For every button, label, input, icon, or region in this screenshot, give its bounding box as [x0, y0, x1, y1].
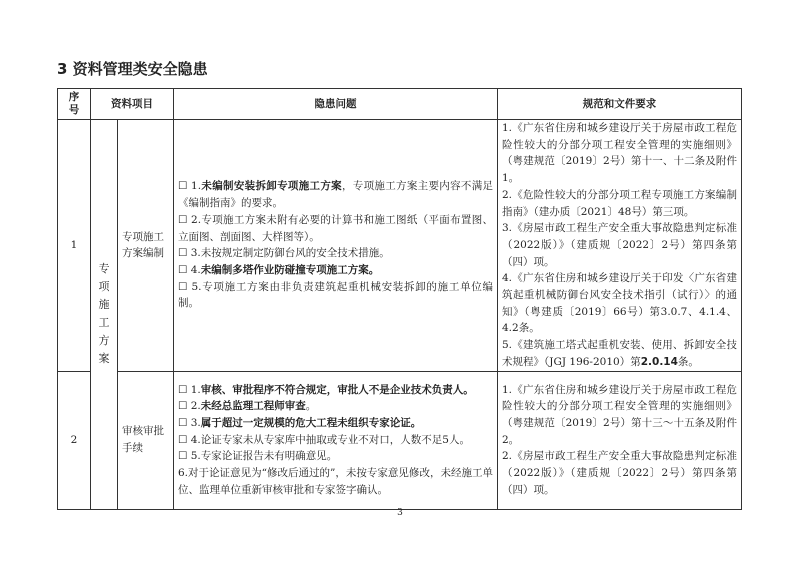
- issue-text: 专家论证报告未有明确意见。: [200, 450, 338, 463]
- issue-item: [178, 415, 493, 432]
- table-row: [58, 120, 742, 372]
- sub-item: 专项施工方案编制: [118, 120, 174, 372]
- issue-text: 。: [305, 400, 317, 413]
- header-ref: 规范和文件要求: [498, 89, 742, 120]
- issue-bold-text: 未经总监理工程师审查: [200, 400, 306, 413]
- reference-text: 2.《危险性较大的分部分项工程专项施工方案编制指南》（建办质〔2021〕48号）第三项。: [502, 188, 737, 218]
- row-number: 1: [58, 120, 91, 372]
- issue-bold-text: 属于超过一定规模的危大工程未组织专家论证。: [200, 416, 422, 429]
- reference-item: [502, 120, 737, 187]
- section-title: 3 资料管理类安全隐患: [57, 60, 208, 78]
- issue-checkbox-number: ☐ 5.: [178, 450, 201, 463]
- reference-text: 4.《广东省住房和城乡建设厅关于印发〈广东省建筑起重机械防御台风安全技术指引（试行）〉的通知》（粤建质〔2019〕66号）第3.0.7、4.1.4、4.2条。: [502, 272, 737, 335]
- issue-item: [178, 262, 493, 279]
- reference-item: [502, 448, 737, 498]
- issue-item: [178, 398, 493, 415]
- issue-item: [178, 279, 493, 312]
- table-header-row: [58, 89, 742, 120]
- header-no: 序号: [58, 89, 91, 120]
- issue-checkbox-number: ☐ 4.: [178, 433, 201, 446]
- reference-item: [502, 337, 737, 370]
- page-number: 3: [397, 508, 403, 518]
- issue-checkbox-number: ☐ 3.: [178, 416, 201, 429]
- issue-text: 未按规定制定防御台风的安全技术措施。: [200, 247, 390, 260]
- reference-text: 5.《建筑施工塔式起重机安装、使用、拆卸安全技术规程》（JGJ 196-2010）第: [502, 339, 737, 368]
- reference-item: [502, 187, 737, 220]
- reference-text: 3.《房屋市政工程生产安全重大事故隐患判定标准（2022版）》（建质规〔2022〕2号）第四条第（四）项。: [502, 222, 737, 268]
- issue-bold-text: 未编制多塔作业防碰撞专项施工方案。: [200, 263, 380, 276]
- issue-text: 专项施工方案由非负责建筑起重机械安装拆卸的施工单位编制。: [178, 280, 493, 310]
- issue-checkbox-number: ☐ 1.: [178, 383, 201, 396]
- issue-checkbox-number: ☐ 1.: [178, 180, 202, 193]
- issue-item: [178, 178, 493, 211]
- issue-checkbox-number: ☐ 4.: [178, 263, 201, 276]
- hazard-table: [57, 88, 742, 510]
- header-item: 资料项目: [91, 89, 174, 120]
- issue-text: 论证专家未从专家库中抽取或专业不对口，人数不足5人。: [200, 433, 470, 446]
- reference-text: 1.《广东省住房和城乡建设厅关于房屋市政工程危险性较大的分部分项工程安全管理的实施细则》（粤建规范〔2019〕2号）第十一、十二条及附件1。: [502, 122, 737, 185]
- refs-cell: [498, 371, 742, 509]
- reference-item: [502, 382, 737, 449]
- reference-text: 1.《广东省住房和城乡建设厅关于房屋市政工程危险性较大的分部分项工程安全管理的实施细则》（粤建规范〔2019〕2号）第十三～十五条及附件2。: [502, 383, 737, 446]
- reference-text: 2.《房屋市政工程生产安全重大事故隐患判定标准（2022版）》（建质规〔2022〕2号）第四条第（四）项。: [502, 450, 737, 496]
- reference-bold: 2.0.14: [640, 355, 678, 368]
- issue-item: [178, 465, 493, 498]
- issue-item: [178, 382, 493, 399]
- issue-checkbox-number: ☐ 3.: [178, 247, 201, 260]
- table-row: [58, 371, 742, 509]
- issue-item: [178, 448, 493, 465]
- issue-checkbox-number: ☐ 2.: [178, 213, 202, 226]
- issue-text: ，专项施工方案主要内容不满足《编制指南》的要求。: [178, 180, 494, 210]
- refs-cell: [498, 120, 742, 372]
- row-number: 2: [58, 371, 91, 509]
- issue-checkbox-number: 6.: [178, 467, 189, 480]
- issue-item: [178, 245, 493, 262]
- issues-cell: [174, 371, 498, 509]
- reference-item: [502, 270, 737, 337]
- group-cell: [91, 120, 118, 510]
- issues-cell: [174, 120, 498, 372]
- issue-text: 专项施工方案未附有必要的计算书和施工图纸（平面布置图、立面图、剖面图、大样图等）。: [178, 213, 493, 243]
- issue-bold-text: 审核、审批程序不符合规定，审批人不是企业技术负责人。: [200, 383, 474, 396]
- issue-text: 对于论证意见为“修改后通过的”，未按专家意见修改，未经施工单位、监理单位重新审核审批和专家签字确认。: [178, 467, 493, 496]
- reference-tail: 条。: [677, 355, 699, 368]
- issue-item: [178, 212, 493, 245]
- issue-checkbox-number: ☐ 5.: [178, 280, 202, 293]
- issue-item: [178, 432, 493, 449]
- header-issue: 隐患问题: [174, 89, 498, 120]
- group-label: 专项施工方案: [98, 262, 110, 366]
- sub-item: 审核审批手续: [118, 371, 174, 509]
- issue-checkbox-number: ☐ 2.: [178, 400, 201, 413]
- issue-bold-text: 未编制安装拆卸专项施工方案: [201, 180, 342, 193]
- reference-item: [502, 220, 737, 270]
